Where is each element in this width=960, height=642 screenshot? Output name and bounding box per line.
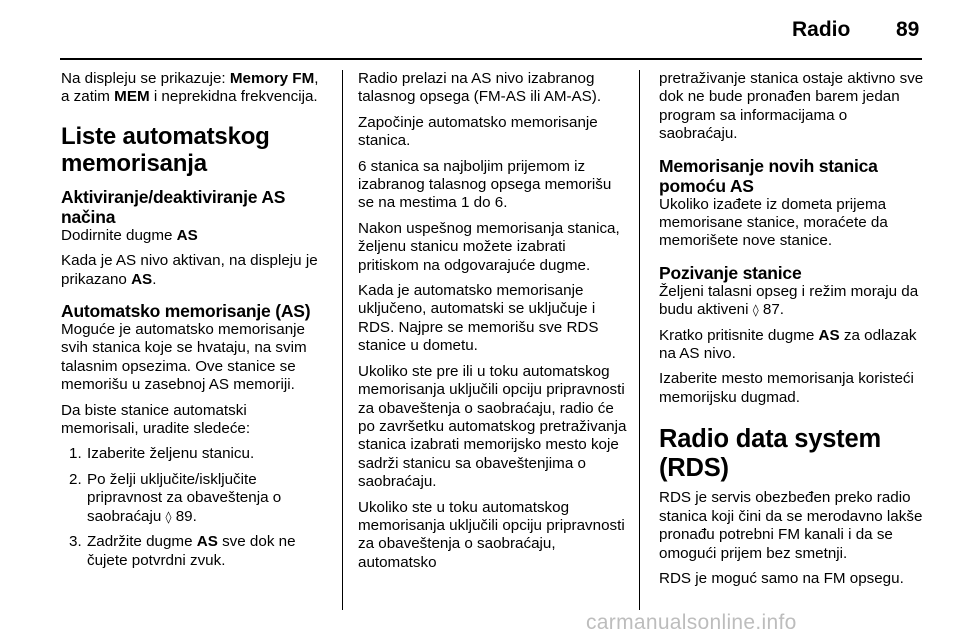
heading-memorisanje: Memorisanje novih stanica pomoću AS [659,155,878,196]
intro-paragraph: Na displeju se prikazuje: Memory FM, a zatim MEM i neprekidna frekvencija. [61,70,319,106]
paragraph: pretraživanje stanica ostaje aktivno sve dok ne bude pronađen barem jedan program sa informacijama o saobraćaju. [659,70,924,143]
paragraph: Izaberite mesto memorisanja koristeći memorijsku dugmad. [659,370,914,406]
column-divider-1 [342,70,343,610]
heading-pozivanje: Pozivanje stanice [659,262,802,283]
list-item: 3. Zadržite dugme AS sve dok ne čujete potvrdni zvuk. [69,533,296,569]
column-3 [659,70,927,595]
page-section-title: Radio [792,18,851,41]
heading-rds: Radio data system (RDS) [659,425,881,483]
column-divider-2 [639,70,640,610]
paragraph: RDS je servis obezbeđen preko radio stanica koji čini da se merodavno lakše pronađu potrebni FM kanali i da se omogući prijem bez smetnji. [659,489,923,562]
heading-liste: Liste automatskog memorisanja [61,122,270,177]
column-2 [358,70,628,579]
column-1 [61,70,327,577]
list-item: 2. Po želji uključite/isključite pripravnost za obaveštenja o saobraćaju ◊ 89. [69,470,282,525]
page-number: 89 [896,18,920,41]
paragraph: Željeni talasni opseg i režim moraju da budu aktiveni ◊ 87. [659,282,919,319]
list-item: 1. Izaberite željenu stanicu. [69,445,255,463]
memory-fm-label: Memory FM [229,70,315,87]
paragraph: Ukoliko ste u toku automatskog memorisanja uključili opciju pripravnosti za obaveštenja o saobraćaju, automatsko [358,498,625,571]
as-label: AS [131,270,153,288]
watermark: carmanualsonline.info [586,611,797,634]
paragraph: 6 stanica sa najboljim prijemom iz izabranog talasnog opsega memorišu se na mestima 1 do 6. [358,157,612,212]
paragraph: Nakon uspešnog memorisanja stanica, željenu stanicu možete izabrati pritiskom na odgovarajuće dugme. [358,219,620,274]
paragraph: Ukoliko izađete iz dometa prijema memorisane stanice, moraćete da memorišete nove stanice. [659,195,888,250]
mem-label: MEM [114,88,150,106]
paragraph-moguce: Moguće je automatsko memorisanje svih stanica koje se hvataju, na svim talasnim opsezima. Ove stanice se memorišu u zasebnoj AS memoriji. [61,321,307,394]
page-ref-arrow-icon: ◊ [752,303,759,318]
paragraph-dodirnite: Dodirnite dugme AS [61,226,198,244]
paragraph-kada: Kada je AS nivo aktivan, na displeju je prikazano AS. [61,252,318,288]
as-label: AS [176,226,198,244]
header-rule [60,58,922,60]
paragraph-dabiste: Da biste stanice automatski memorisali, uradite sledeće: [61,401,251,438]
page-header [0,0,960,58]
heading-automatsko: Automatsko memorisanje (AS) [61,301,311,322]
paragraph: Radio prelazi na AS nivo izabranog talasnog opsega (FM-AS ili AM-AS). [358,70,602,106]
paragraph: Kratko pritisnite dugme AS za odlazak na AS nivo. [659,326,917,363]
page-ref-arrow-icon: ◊ [165,509,172,524]
steps-list [61,445,327,569]
paragraph: Ukoliko ste pre ili u toku automatskog memorisanja uključili opciju pripravnosti za obaveštenja o saobraćaju, radio će po završetku automatskog pretraživanja stanica izabrati memorijsko mesto koje sadrži stanicu sa obaveštenjima o saobraćaju. [358,362,627,491]
paragraph: Kada je automatsko memorisanje uključeno, automatski se uključuje i RDS. Najpre se memorišu sve RDS stanice u dometu. [358,282,599,355]
paragraph: Započinje automatsko memorisanje stanica. [358,113,598,150]
paragraph: RDS je moguć samo na FM opsegu. [659,569,904,587]
as-label: AS [818,326,840,344]
heading-aktiviranje: Aktiviranje/deaktiviranje AS načina [61,186,286,227]
as-label: AS [196,533,218,551]
